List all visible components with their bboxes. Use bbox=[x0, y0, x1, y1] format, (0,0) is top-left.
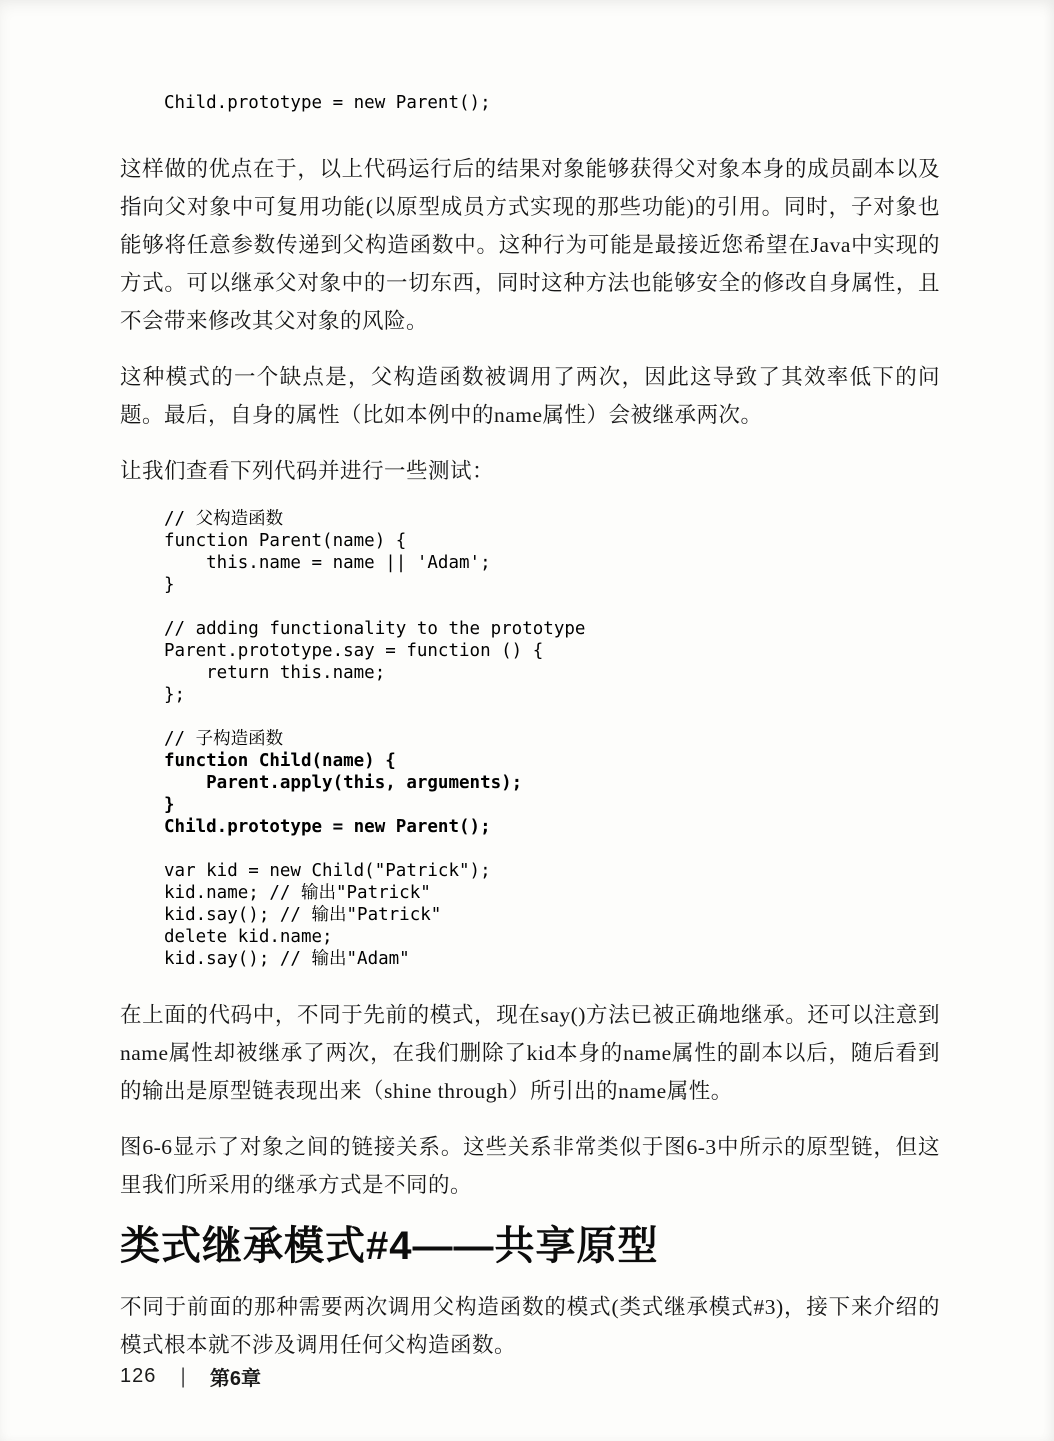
page-number: 126 bbox=[120, 1365, 157, 1387]
code-line: } bbox=[164, 575, 175, 595]
section-heading: 类式继承模式#4——共享原型 bbox=[120, 1224, 659, 1268]
code-line: // 子构造函数 bbox=[164, 729, 284, 749]
code-line: return this.name; bbox=[164, 663, 386, 683]
paragraph-lead-in: 让我们查看下列代码并进行一些测试： bbox=[120, 459, 495, 483]
code-line: // 父构造函数 bbox=[164, 509, 284, 529]
paragraph-pattern4-intro: 不同于前面的那种需要两次调用父构造函数的模式(类式继承模式#3)，接下来介绍的模式根本就不涉及调用任何父构造函数。 bbox=[120, 1295, 940, 1357]
paragraph-drawback: 这种模式的一个缺点是，父构造函数被调用了两次，因此这导致了其效率低下的问题。最后，自身的属性（比如本例中的name属性）会被继承两次。 bbox=[120, 365, 940, 427]
code-line: function Parent(name) { bbox=[164, 531, 407, 551]
code-line: Child.prototype = new Parent(); bbox=[164, 93, 491, 113]
code-line: function Child(name) { bbox=[164, 751, 396, 771]
code-line-blank bbox=[164, 706, 940, 728]
code-line: }; bbox=[164, 685, 186, 705]
code-line-blank bbox=[164, 838, 940, 860]
code-line: kid.say(); // 输出"Patrick" bbox=[164, 905, 442, 925]
paragraph-analysis: 在上面的代码中，不同于先前的模式，现在say()方法已被正确地继承。还可以注意到name属性却被继承了两次，在我们删除了kid本身的name属性的副本以后，随后看到的输出是原型链表现出来（shine through）所引出的name属性。 bbox=[120, 1003, 940, 1103]
code-line: var kid = new Child("Patrick"); bbox=[164, 861, 491, 881]
code-line: Child.prototype = new Parent(); bbox=[164, 817, 491, 837]
code-line: delete kid.name; bbox=[164, 927, 333, 947]
code-line: Parent.prototype.say = function () { bbox=[164, 641, 544, 661]
code-line: Parent.apply(this, arguments); bbox=[164, 773, 523, 793]
paragraph-figure-ref: 图6-6显示了对象之间的链接关系。这些关系非常类似于图6-3中所示的原型链，但这里我们所采用的继承方式是不同的。 bbox=[120, 1135, 940, 1197]
paragraph-advantages: 这样做的优点在于，以上代码运行后的结果对象能够获得父对象本身的成员副本以及指向父对象中可复用功能(以原型成员方式实现的那些功能)的引用。同时，子对象也能够将任意参数传递到父构造函数中。这种行为可能是最接近您希望在Java中实现的方式。可以继承父对象中的一切东西，同时这种方法也能够安全的修改自身属性，且不会带来修改其父对象的风险。 bbox=[120, 157, 940, 333]
code-block-main bbox=[164, 508, 940, 970]
code-line: this.name = name || 'Adam'; bbox=[164, 553, 491, 573]
code-line: // adding functionality to the prototype bbox=[164, 619, 586, 639]
footer-divider: | bbox=[180, 1364, 186, 1388]
code-line: } bbox=[164, 795, 175, 815]
code-line-blank bbox=[164, 596, 940, 618]
code-line: kid.say(); // 输出"Adam" bbox=[164, 949, 410, 969]
code-snippet-top bbox=[164, 92, 940, 114]
chapter-label: 第6章 bbox=[209, 1368, 261, 1390]
page-footer bbox=[120, 1362, 261, 1391]
code-line: kid.name; // 输出"Patrick" bbox=[164, 883, 431, 903]
